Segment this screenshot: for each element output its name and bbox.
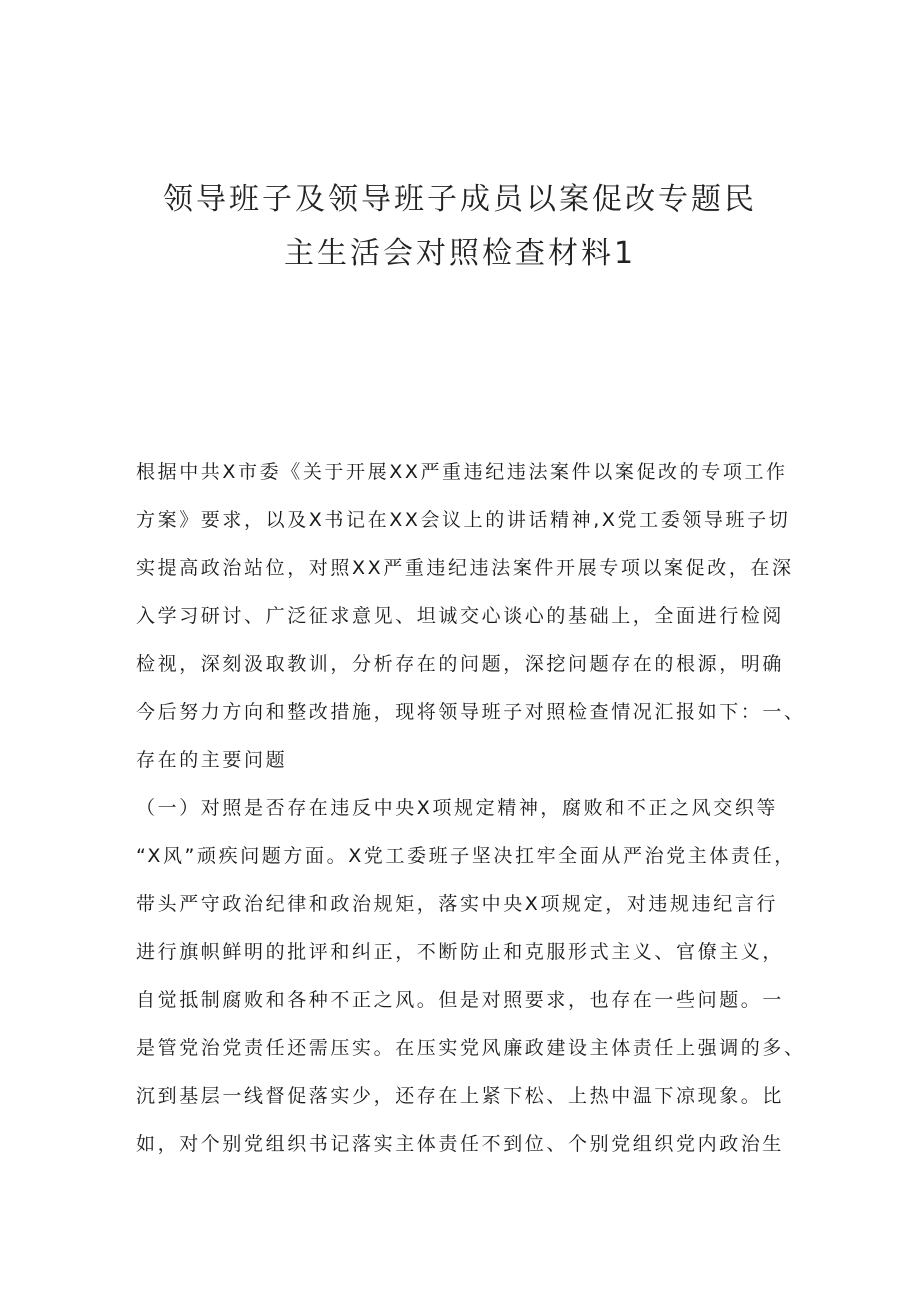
document-title-line-2: 主生活会对照检查材料1	[283, 236, 637, 271]
body-text-line: 方案》要求，以及X书记在XX会议上的讲话精神,X党工委领导班子切	[136, 509, 791, 531]
body-text-line: 自觉抵制腐败和各种不正之风。但是对照要求，也存在一些问题。一	[136, 989, 785, 1011]
body-text-line: 检视，深刻汲取教训，分析存在的问题，深挖问题存在的根源，明确	[136, 653, 785, 675]
body-text-line: “X风”顽疾问题方面。X党工委班子坚决扛牢全面从严治党主体责任，	[136, 845, 796, 867]
body-text-line: 今后努力方向和整改措施，现将领导班子对照检查情况汇报如下：一、	[136, 701, 806, 723]
body-text-line: 根据中共X市委《关于开展XX严重违纪违法案件以案促改的专项工作	[136, 461, 788, 483]
document-title-line-1: 领导班子及领导班子成员以案促改专题民	[163, 182, 757, 217]
body-text-line: 带头严守政治纪律和政治规矩，落实中央X项规定，对违规违纪言行	[136, 893, 779, 915]
body-text-line: 是管党治党责任还需压实。在压实党风廉政建设主体责任上强调的多、	[136, 1037, 806, 1059]
body-text-line: 进行旗帜鲜明的批评和纠正，不断防止和克服形式主义、官僚主义，	[136, 941, 785, 963]
body-text-line: （一）对照是否存在违反中央X项规定精神，腐败和不正之风交织等	[136, 797, 779, 819]
body-text-line: 入学习研讨、广泛征求意见、坦诚交心谈心的基础上，全面进行检阅	[136, 605, 785, 627]
body-text-line: 如，对个别党组织书记落实主体责任不到位、个别党组织党内政治生	[136, 1133, 785, 1155]
body-text-line: 实提高政治站位，对照XX严重违纪违法案件开展专项以案促改，在深	[136, 557, 794, 579]
body-text-line: 存在的主要问题	[136, 749, 288, 771]
body-text-line: 沉到基层一线督促落实少，还存在上紧下松、上热中温下凉现象。比	[136, 1085, 785, 1107]
